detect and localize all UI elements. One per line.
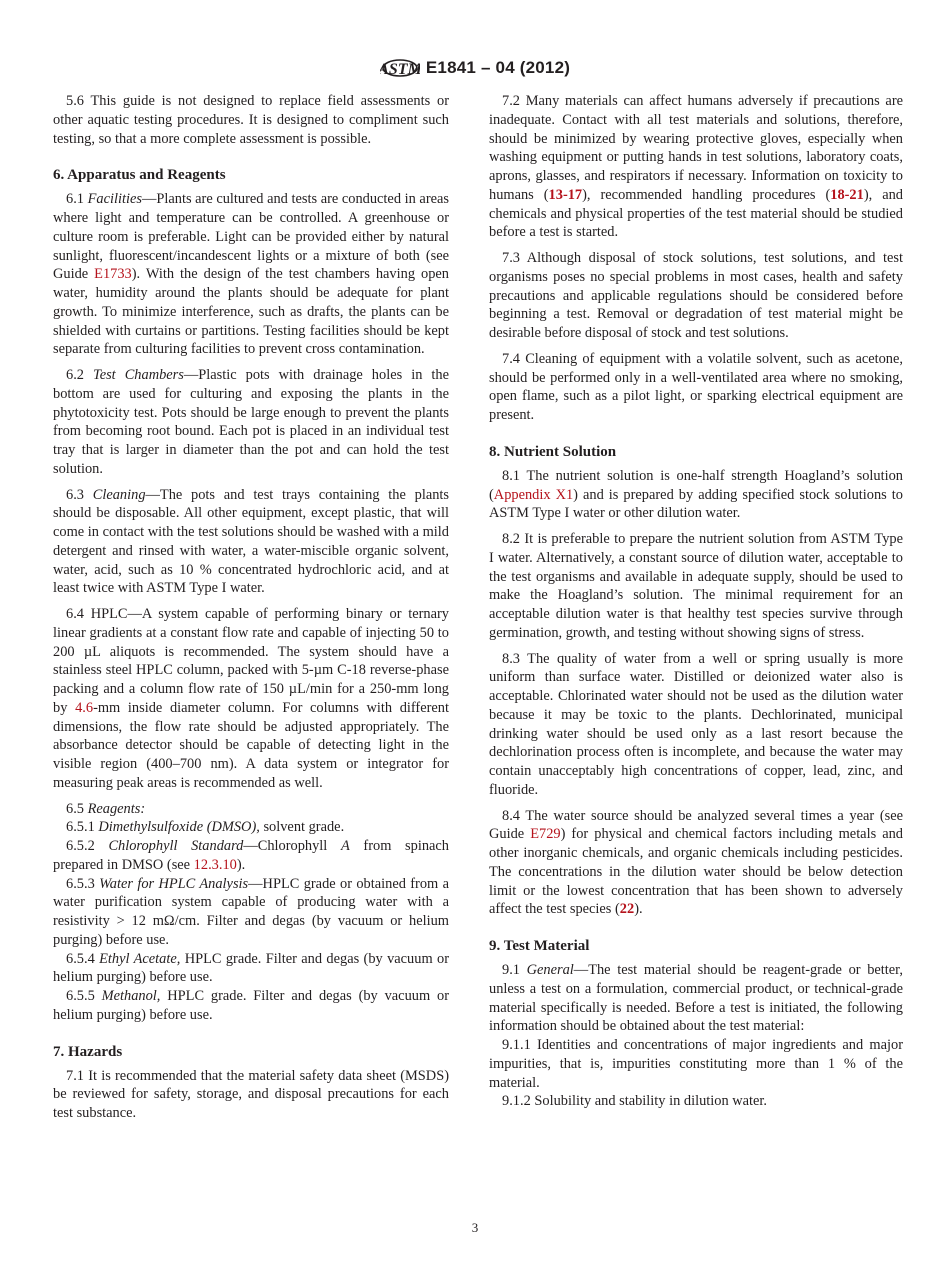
section-6-heading: 6. Apparatus and Reagents bbox=[53, 167, 226, 184]
paragraph-9-1: 9.1 General—The test material should be reagent-grade or better, unless a test on a formulation, commercial product, or technical-grade material specifically is needed. Before a test is initiated, the following information should be obtained about the test material: bbox=[489, 962, 903, 1035]
left-column bbox=[53, 92, 449, 1123]
reference-13-17[interactable]: 13-17 bbox=[548, 186, 583, 203]
paragraph-6-4: 6.4 HPLC—A system capable of performing binary or ternary linear gradients at a constant flow rate and capable of injecting 50 to 200 µL aliquots is recommended. The system should have a stainless steel HPLC column, packed with 5-µm C-18 reverse-phase packing and a column flow rate of 150 µL/min for a 250-mm long by 4.6-mm inside diameter column. For columns with different dimensions, the flow rate should be adjusted appropriately. The absorbance detector should be capable of detecting light in the visible region (400–700 nm). A data system or integrator for measuring peak areas is recommended as well. bbox=[53, 606, 449, 791]
paragraph-6-5-1: 6.5.1 Dimethylsulfoxide (DMSO), solvent grade. bbox=[66, 819, 345, 836]
page-number: 3 bbox=[471, 1220, 479, 1235]
paragraph-9-1-1: 9.1.1 Identities and concentrations of major ingredients and major impurities, that is, impurities constituting more than 1 % of the material. bbox=[489, 1037, 903, 1091]
right-column bbox=[489, 92, 903, 1111]
astm-logo-icon bbox=[380, 54, 420, 82]
paragraph-6-3: 6.3 Cleaning—The pots and test trays containing the plants should be disposable. All other equipment, except plastic, that will come in contact with the test solutions should be washed with a mild detergent and rinsed with water, a water-miscible organic solvent, water, acid, such as 10 % concentrated hydrochloric acid, and at least twice with ASTM Type I water. bbox=[53, 486, 449, 597]
link-12-3-10[interactable]: 12.3.10 bbox=[193, 856, 237, 873]
reference-18-21[interactable]: 18-21 bbox=[830, 186, 864, 203]
paragraph-7-3: 7.3 Although disposal of stock solutions, test solutions, and test organisms poses no special problems in most cases, health and safety precautions and applicable regulations should be considered before beginning a test. Removal or degradation of test material might be desirable before disposal of stock and test solutions. bbox=[489, 250, 903, 341]
paragraph-7-1: 7.1 It is recommended that the material safety data sheet (MSDS) be reviewed for safety, storage, and disposal precautions for each test substance. bbox=[53, 1067, 449, 1121]
page-header bbox=[0, 54, 950, 82]
paragraph-7-4: 7.4 Cleaning of equipment with a volatile solvent, such as acetone, should be performed only in a well-ventilated area where no smoking, open flame, such as a pilot light, or sparking electrical equipment are present. bbox=[489, 350, 903, 423]
paragraph-6-5-2: 6.5.2 Chlorophyll Standard—Chlorophyll A from spinach prepared in DMSO (see 12.3.10). bbox=[53, 838, 449, 873]
paragraph-8-4: 8.4 The water source should be analyzed several times a year (see Guide E729) for physical and chemical factors including metals and other inorganic chemicals, and organic chemicals including pesticides. The concentrations in the dilution water should be below detection limit or the lowest concentration that has been shown to adversely affect the test species (22). bbox=[489, 807, 903, 918]
link-4-6[interactable]: 4.6 bbox=[75, 699, 94, 716]
paragraph-6-2: 6.2 Test Chambers—Plastic pots with drainage holes in the bottom are used for culturing and exposing the plants in the phytotoxicity test. Pots should be large enough to prevent the plants from becoming root bound. Each pot is placed in an individual test tray that is larger in diameter than the pot and can hold the test solution. bbox=[53, 367, 449, 477]
section-9-heading: 9. Test Material bbox=[489, 938, 590, 954]
paragraph-6-5: 6.5 Reagents: bbox=[66, 800, 146, 817]
paragraph-6-5-5: 6.5.5 Methanol, HPLC grade. Filter and degas (by vacuum or helium purging) before use. bbox=[53, 988, 449, 1023]
paragraph-7-2: 7.2 Many materials can affect humans adversely if precautions are inadequate. Contact with all test materials and solutions, therefore, should be minimized by wearing protective gloves, especially when washing equipment or putting hands in test solutions, laboratory coats, aprons, glasses, and respirators if necessary. Information on toxicity to humans (13-17), recommended handling procedures (18-21), and chemicals and physical properties of the test material should be studied before a test is started. bbox=[489, 93, 903, 241]
section-8-heading: 8. Nutrient Solution bbox=[489, 443, 617, 460]
document-title: E1841 – 04 (2012) bbox=[425, 58, 571, 77]
paragraph-8-3: 8.3 The quality of water from a well or spring usually is more uniform than surface water. Distilled or deionized water also is acceptable. Chlorinated water should not be used as the dilution water because it may be toxic to the plants. Dechlorinated, municipal drinking water should be used only as a last resort because the dechlorination process often is incomplete, and because the water may contain unacceptably high concentrations of copper, lead, zinc, and fluoride. bbox=[489, 650, 903, 798]
paragraph-8-1: 8.1 The nutrient solution is one-half strength Hoagland’s solution (Appendix X1) and is prepared by adding specified stock solutions to ASTM Type I water or other dilution water. bbox=[489, 467, 903, 522]
paragraph-6-5-4: 6.5.4 Ethyl Acetate, HPLC grade. Filter and degas (by vacuum or helium purging) before use. bbox=[53, 950, 449, 986]
paragraph-6-1: 6.1 Facilities—Plants are cultured and tests are conducted in areas where light and temperature can be controlled. A greenhouse or culture room is preferable. Light can be provided either by natural sunlight, fluorescent/incandescent lights or a mixture of both (see Guide E1733). With the design of the test chambers having open water, humidity around the plants should be adequate for plant growth. To minimize interference, such as drafts, the plants can be shielded with curtains or partitions. Testing facilities should be kept separate from culturing facilities to prevent cross contamination. bbox=[53, 191, 449, 358]
svg-text:ASTM: ASTM bbox=[379, 61, 420, 78]
section-7-heading: 7. Hazards bbox=[53, 1043, 123, 1060]
paragraph-5-6: 5.6 This guide is not designed to replace field assessments or other aquatic testing procedures. It is designed to compliment such testing, so that a more complete assessment is possible. bbox=[53, 93, 449, 147]
link-e1733[interactable]: E1733 bbox=[94, 266, 132, 283]
paragraph-9-1-2: 9.1.2 Solubility and stability in dilution water. bbox=[502, 1093, 768, 1110]
link-e729[interactable]: E729 bbox=[530, 826, 561, 843]
paragraph-6-5-3: 6.5.3 Water for HPLC Analysis—HPLC grade or obtained from a water purification system capable of producing water with a resistivity > 12 mΩ/cm. Filter and degas (by vacuum or helium purging) before use. bbox=[53, 875, 449, 948]
link-appendix-x1[interactable]: Appendix X1 bbox=[493, 486, 574, 503]
paragraph-8-2: 8.2 It is preferable to prepare the nutrient solution from ASTM Type I water. Alternatively, a constant source of dilution water, acceptable to the test organisms and available in adequate supply, should be used to make the Hoagland’s solution. The minimal requirement for an acceptable dilution water is that healthy test species survive through germination, growth, and testing without showing signs of stress. bbox=[489, 531, 903, 641]
reference-22[interactable]: 22 bbox=[619, 901, 635, 918]
